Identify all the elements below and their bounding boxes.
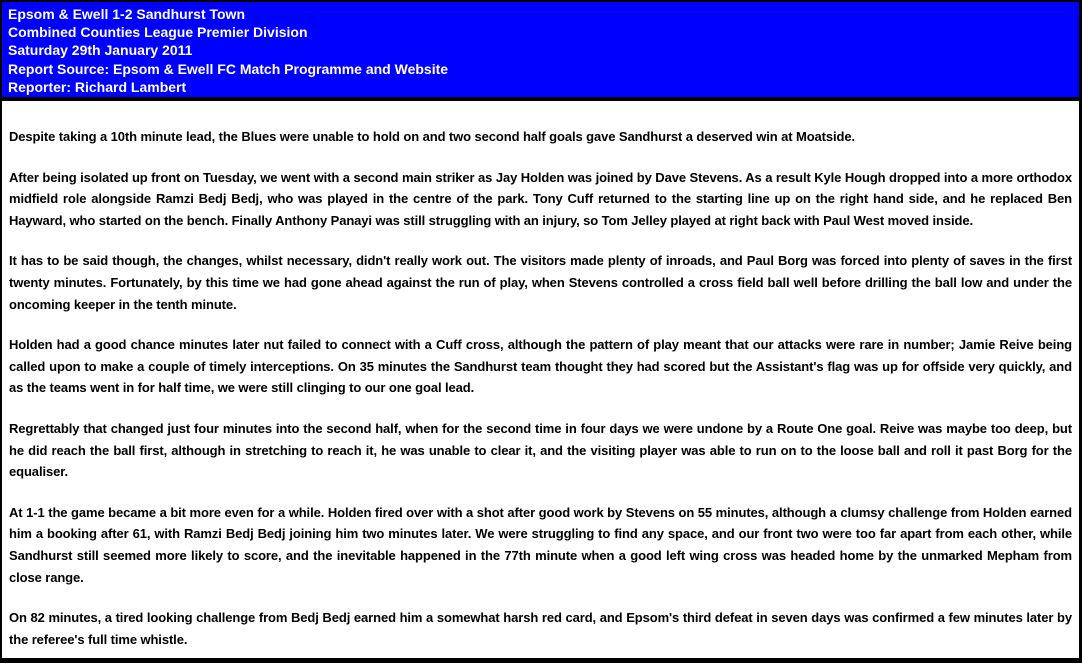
report-paragraph-intro: Despite taking a 10th minute lead, the Blues were unable to hold on and two second half goals gave Sandhurst a deserved win at Moatside. xyxy=(9,129,856,144)
reporter-line: Reporter: Richard Lambert xyxy=(8,78,187,95)
report-paragraph-first-half: Holden had a good chance minutes later nut failed to connect with a Cuff cross, although the pattern of play meant that our attacks were rare in number; Jamie Reive being called upon to make a couple of timely interceptions. On 35 minutes the Sandhurst team thought they had scored but the Assistant's flag was up for offside very quickly, and as the teams went in for half time, we were still clinging to our one goal lead. xyxy=(9,337,1072,396)
report-body xyxy=(2,101,1079,650)
report-paragraph-equaliser: Regrettably that changed just four minutes into the second half, when for the second time in four days we were undone by a Route One goal. Reive was maybe too deep, but he did reach the ball first, although in stretching to reach it, he was unable to clear it, and the visiting player was able to run on to the loose ball and roll it past Borg for the equaliser. xyxy=(9,420,1072,480)
report-paragraph-first-goal: It has to be said though, the changes, whilst necessary, didn't really work out. The visitors made plenty of inroads, and Paul Borg was forced into plenty of saves in the first twenty minutes. Fortunately, by this time we had gone ahead against the run of play, when Stevens controlled a cross field ball well before drilling the ball low and under the oncoming keeper in the tenth minute. xyxy=(9,253,1072,312)
competition-line: Combined Counties League Premier Division xyxy=(8,24,308,41)
report-paragraph-finale: On 82 minutes, a tired looking challenge from Bedj Bedj earned him a somewhat harsh red card, and Epsom's third defeat in seven days was confirmed a few minutes later by the referee's full time whistle. xyxy=(9,610,1072,647)
report-source-line: Report Source: Epsom & Ewell FC Match Programme and Website xyxy=(8,60,449,77)
match-result-line: Epsom & Ewell 1-2 Sandhurst Town xyxy=(8,6,245,22)
report-header xyxy=(2,2,1079,101)
match-date-line: Saturday 29th January 2011 xyxy=(8,42,193,59)
report-paragraph-lineup: After being isolated up front on Tuesday, we went with a second main striker as Jay Holden was joined by Dave Stevens. As a result Kyle Hough dropped into a more orthodox midfield role alongside Ramzi Bedj Bedj, who was played in the centre of the park. Tony Cuff returned to the starting line up on the right hand side, and he replaced Ben Hayward, who started on the bench. Finally Anthony Panayi was still struggling with an injury, so Tom Jelley played at right back with Paul West moved inside. xyxy=(9,169,1072,228)
report-paragraph-second-half: At 1-1 the game became a bit more even for a while. Holden fired over with a shot after good work by Stevens on 55 minutes, although a clumsy challenge from Holden earned him a booking after 61, with Ramzi Bedj Bedj joining him two minutes later. We were struggling to find any space, and our front two were too far apart from each other, while Sandhurst still seemed more likely to score, and the inevitable happened in the 77th minute when a good left wing cross was headed home by the unmarked Mepham from close range. xyxy=(9,504,1072,585)
